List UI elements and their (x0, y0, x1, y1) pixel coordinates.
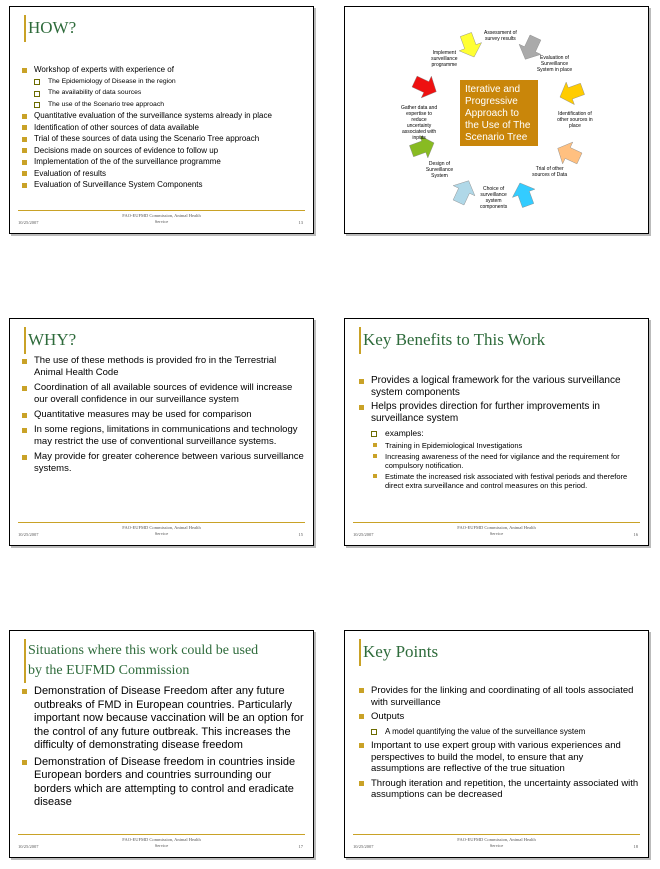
bullet-item: Implementation of the of the surveillance programme (22, 157, 302, 167)
footer-date: 10/25/2007 (18, 532, 39, 537)
cycle-step-label: Assessment of survey results (483, 30, 517, 43)
footer-org (10, 213, 313, 225)
bullet-item: Helps provides direction for further improvements in surveillance system (359, 401, 639, 425)
slide-cycle-diagram (344, 6, 649, 234)
bullet-item: A model quantifying the value of the surveillance system (359, 726, 639, 738)
slide-number: 18 (633, 844, 638, 849)
bullet-item: Through iteration and repetition, the uncertainty associated with assumptions can be decreased (359, 778, 639, 801)
footer-org-line1: FAO-EUFMD Commission, Animal Health (122, 837, 201, 842)
bullet-item: The Epidemiology of Disease in the region (22, 77, 302, 87)
bullet-item: Workshop of experts with experience of (22, 65, 302, 75)
bullet-item: Quantitative evaluation of the surveillance systems already in place (22, 111, 302, 121)
bullet-item: Decisions made on sources of evidence to follow up (22, 146, 302, 156)
cycle-arrow (409, 71, 441, 103)
bullet-item: Demonstration of Disease Freedom after any future outbreaks of FMD in European countries. Particularly important now because vaccination will be an option for the control of any future outbreak. This increases the difficulty of demonstrating disease freedom (22, 685, 307, 753)
slide-title: Key Points (363, 642, 439, 661)
footer-org-line2: Service (154, 843, 169, 848)
slide-situations (9, 630, 314, 858)
footer-date: 10/25/2007 (353, 532, 374, 537)
footer-org-line1: FAO-EUFMD Commission, Animal Health (457, 525, 536, 530)
cycle-step-label: Evaluation of Surveillance System in place (536, 55, 573, 74)
footer-date: 10/25/2007 (353, 844, 374, 849)
title-accent-bar (359, 639, 361, 666)
slide-number: 13 (298, 220, 303, 225)
bullet-item: The use of the Scenario tree approach (22, 100, 302, 110)
slide-number: 17 (298, 844, 303, 849)
footer-rule (18, 210, 305, 211)
cycle-step-label: Identification of other sources in place (557, 111, 593, 130)
footer-org (345, 525, 648, 537)
slide-title: WHY? (28, 330, 77, 349)
slide-title-line2: by the EUFMD Commission (28, 663, 190, 678)
bullet-item: Estimate the increased risk associated with festival periods and therefore direct extra surveillance and control measures on this period. (359, 472, 639, 490)
title-accent-bar (359, 327, 361, 354)
bullet-item: Outputs (359, 711, 639, 723)
footer-org-line2: Service (154, 531, 169, 536)
slide-title-line1: Situations where this work could be used (28, 643, 259, 658)
center-label-box: Iterative and Progressive Approach to the Use of The Scenario Tree (460, 80, 538, 146)
cycle-step-label: Design of Surveillance System (425, 160, 454, 179)
bullet-item: examples: (359, 427, 639, 439)
bullet-item: Evaluation of Surveillance System Components (22, 180, 302, 190)
title-accent-bar (24, 639, 26, 683)
footer-org-line1: FAO-EUFMD Commission, Animal Health (457, 837, 536, 842)
footer-org (10, 837, 313, 849)
slide-title: Key Benefits to This Work (363, 330, 546, 349)
footer-org-line1: FAO-EUFMD Commission, Animal Health (122, 525, 201, 530)
slide-title: HOW? (28, 18, 77, 37)
bullet-item: In some regions, limitations in communications and technology may restrict the use of conventional surveillance systems. (22, 424, 307, 448)
bullet-item: Increasing awareness of the need for vigilance and the requirement for compulsory notification. (359, 452, 639, 470)
footer-date: 10/25/2007 (18, 844, 39, 849)
bullet-list (359, 375, 639, 492)
slide-how (9, 6, 314, 234)
footer-rule (353, 522, 640, 523)
bullet-item: Identification of other sources of data available (22, 123, 302, 133)
slide-key-points (344, 630, 649, 858)
slide-footer (10, 525, 313, 539)
slide-key-benefits (344, 318, 649, 546)
bullet-list (22, 65, 302, 192)
bullet-item: The availability of data sources (22, 88, 302, 98)
slide-title (28, 641, 258, 681)
bullet-item: Coordination of all available sources of evidence will increase our overall confidence in our surveillance system (22, 382, 307, 406)
bullet-item: Important to use expert group with various experiences and perspectives to build the model, to ensure that any assumptions are reflective of the true situation (359, 740, 639, 775)
bullet-item: Quantitative measures may be used for comparison (22, 409, 307, 421)
footer-org-line1: FAO-EUFMD Commission, Animal Health (122, 213, 201, 218)
bullet-list (359, 685, 639, 804)
bullet-item: Demonstration of Disease freedom in countries inside European borders and countries surrounding our borders which are attempting to control and eradicate disease (22, 756, 307, 810)
footer-org-line2: Service (154, 219, 169, 224)
footer-rule (353, 834, 640, 835)
cycle-step-label: Gather data and expertise to reduce uncertainty associated with inputs (400, 104, 438, 141)
bullet-list (22, 685, 307, 813)
cycle-step-label: Implement surveillance programme (431, 50, 458, 69)
bullet-item: May provide for greater coherence between various surveillance systems. (22, 451, 307, 475)
cycle-step-label: Choice of surveillance system components (479, 185, 508, 210)
bullet-item: Evaluation of results (22, 169, 302, 179)
slide-why (9, 318, 314, 546)
footer-org-line2: Service (489, 531, 504, 536)
bullet-item: Training in Epidemiological Investigations (359, 441, 639, 450)
footer-org (345, 837, 648, 849)
slide-footer (10, 837, 313, 851)
slide-footer (345, 525, 648, 539)
cycle-arrow (556, 78, 587, 109)
footer-org (10, 525, 313, 537)
slide-number: 16 (633, 532, 638, 537)
footer-rule (18, 834, 305, 835)
slide-number: 15 (298, 532, 303, 537)
bullet-item: Trial of these sources of data using the Scenario Tree approach (22, 134, 302, 144)
bullet-item: The use of these methods is provided fro in the Terrestrial Animal Health Code (22, 355, 307, 379)
title-accent-bar (24, 15, 26, 42)
cycle-step-label: Trial of other sources of Data (532, 165, 568, 178)
footer-rule (18, 522, 305, 523)
footer-date: 10/25/2007 (18, 220, 39, 225)
bullet-item: Provides for the linking and coordinating of all tools associated with surveillance (359, 685, 639, 708)
bullet-item: Provides a logical framework for the various surveillance system components (359, 375, 639, 399)
slide-footer (345, 837, 648, 851)
title-accent-bar (24, 327, 26, 354)
footer-org-line2: Service (489, 843, 504, 848)
slide-footer (10, 213, 313, 227)
bullet-list (22, 355, 307, 478)
